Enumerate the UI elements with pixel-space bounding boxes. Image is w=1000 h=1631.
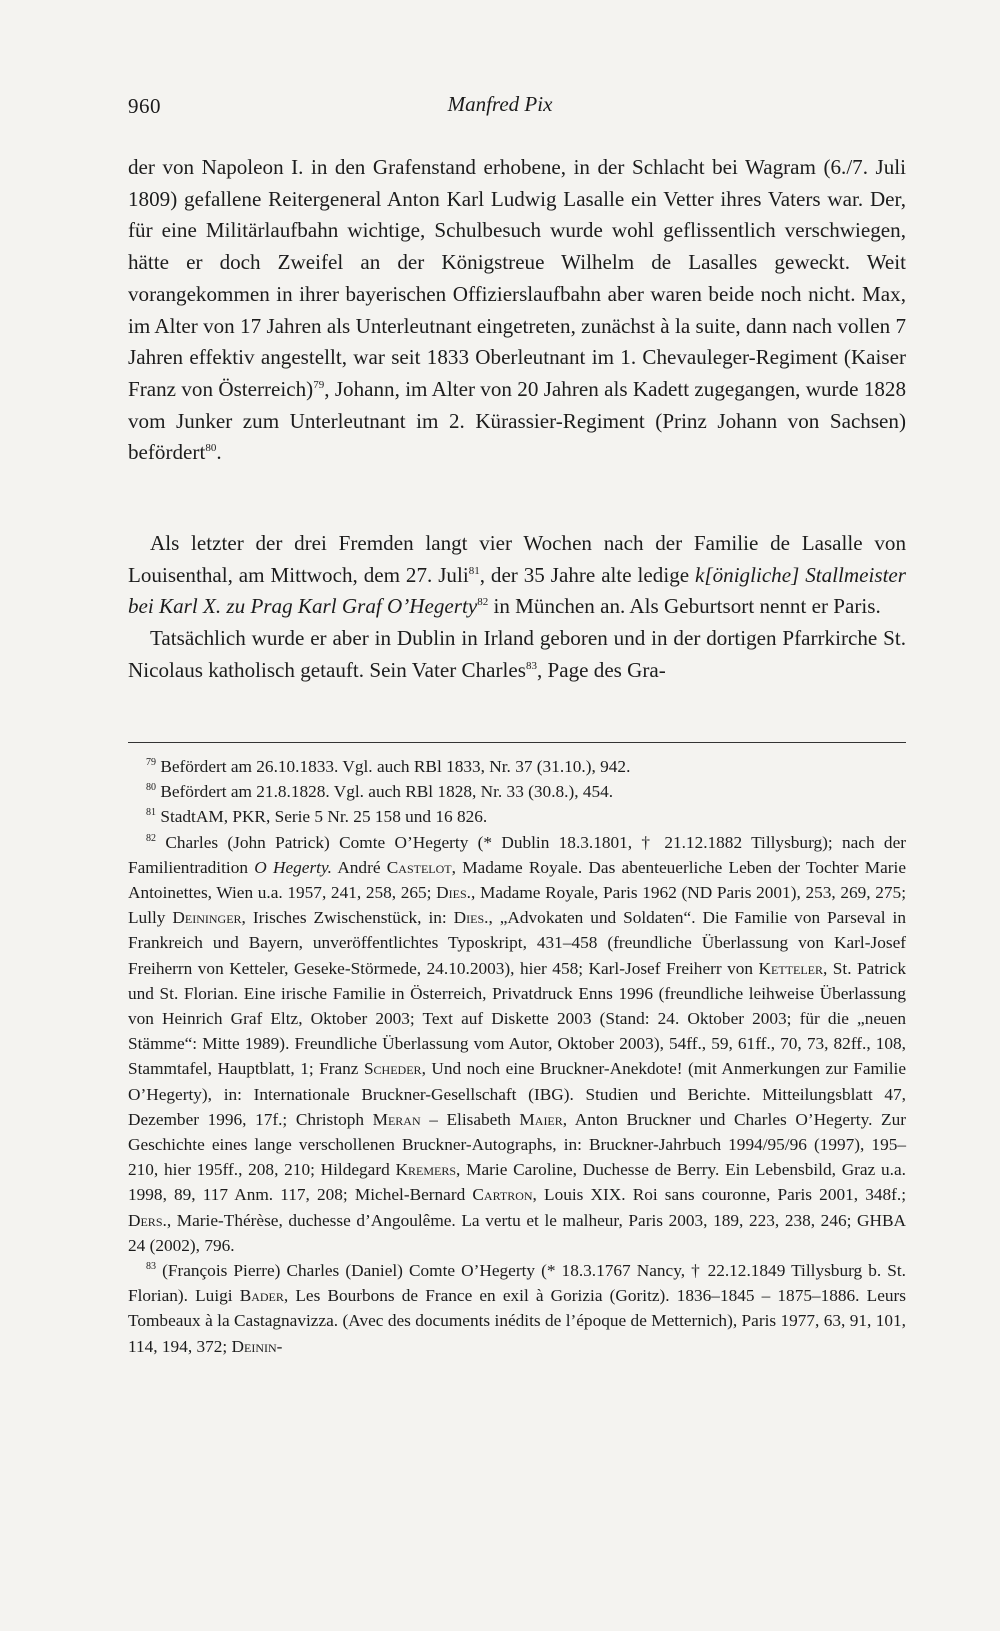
text-run: , Und noch eine Bruckner-Anekdote! (mit Anmerkungen zur Familie O’Hegerty), in: Internationale Bruckner-Gesellschaft (IBG). Studien und Berichte. Mitteilungsblatt 47, Dezember 1996, 17f.; Christoph — [128, 1059, 907, 1129]
footnote-ref[interactable]: 82 — [477, 596, 489, 609]
footnote-79 — [128, 754, 906, 779]
italic-text: k[önigliche] Stallmeister bei Karl X. zu Prag Karl Graf O’Hegerty — [128, 562, 906, 619]
author-name: Maier — [519, 1109, 563, 1129]
text-run: , Madame Royale. Das abenteuerliche Leben der Tochter Marie Antoinettes, Wien u.a. 1957, 241, 258, 265; — [128, 857, 907, 903]
footnote-80 — [128, 779, 906, 804]
text-run: der von Napoleon I. in den Grafenstand erhobene, in der Schlacht bei Wagram (6./7. Juli 1809) gefallene Reitergeneral Anton Karl Ludwig Lasalle ein Vetter ihres Vaters war. Der, für eine Militärlaufbahn wichtige, Schulbesuch wurde wohl geflissentlich verschwiegen, hätte er doch Zweifel an der Königstreue Wilhelm de Lasalles geweckt. Weit vorangekommen in ihrer bayerischen Offizierslaufbahn aber waren beide noch nicht. Max, im Alter von 17 Jahren als Unterleutnant eingetreten, zunächst à la suite, dann nach vollen 7 Jahren effektiv angestellt, war seit 1833 Oberleutnant im 1. Chevauleger-Regiment (Kaiser Franz von Österreich) — [128, 155, 906, 401]
body-paragraph-2 — [128, 528, 906, 623]
footnote-text: Befördert am 21.8.1828. Vgl. auch RBl 1828, Nr. 33 (30.8.), 454. — [160, 782, 614, 802]
author-name: Cartron — [472, 1185, 533, 1205]
body-paragraph-3 — [128, 623, 906, 686]
footnote-81 — [128, 804, 906, 829]
text-run: ., Madame Royale, Paris 1962 (ND Paris 2001), 253, 269, 275; Lully — [128, 883, 906, 928]
body-section-2 — [128, 528, 906, 687]
text-run: . — [216, 440, 222, 465]
text-run: (François Pierre) Charles (Daniel) Comte O’Hegerty (* 18.3.1767 Nancy, † 22.12.1849 Tillysburg b. St. Florian). Luigi — [128, 1261, 906, 1306]
footnote-ref[interactable]: 80 — [205, 442, 217, 455]
text-run: , Les Bourbons de France en exil à Gorizia (Goritz). 1836–1845 – 1875–1886. Leurs Tombeaux à la Castagnavizza. (Avec des documents inédits de l’époque de Metternich), Paris 1977, 63, 91, 101, 114, 194, 372; — [128, 1286, 906, 1356]
text-run: , Marie Caroline, Duchesse de Berry. Ein Lebensbild, Graz u.a. 1998, 89, 117 Anm. 117, 208; Michel-Bernard — [128, 1160, 906, 1205]
text-run: ., „Advokaten und Soldaten“. Die Familie von Parseval in Frankreich und Bayern, unveröffentlichtes Typoskript, 431–458 (freundliche Überlassung von Karl-Josef Freiherrn von Ketteler, Geseke-Störmede, 24.10.2003), hier 458; Karl-Josef Freiherr von — [128, 908, 906, 978]
text-run: , Johann, im Alter von 20 Jahren als Kadett zugegangen, wurde 1828 vom Junker zum Unterleutnant im 2. Kürassier-Regiment (Prinz Johann von Sachsen) befördert — [128, 376, 907, 465]
footnote-82 — [128, 830, 906, 1258]
author-name: Deininger — [172, 908, 242, 928]
italic-text: O Hegerty. — [254, 857, 333, 877]
text-run: , Page des Gra- — [536, 657, 666, 682]
text-run: André — [332, 857, 387, 877]
author-name: Dies — [453, 908, 485, 928]
footnote-ref[interactable]: 81 — [468, 564, 480, 577]
footnote-text: StadtAM, PKR, Serie 5 Nr. 25 158 und 16 826. — [160, 807, 488, 827]
page-number: 960 — [128, 94, 161, 118]
author-name: Dies — [436, 883, 467, 903]
text-run: , St. Patrick und St. Florian. Eine irische Familie in Österreich, Privatdruck Enns 1996 (freundliche leihweise Überlassung von Heinrich Graf Eltz, Oktober 2003; Text auf Diskette 2003 (Stand: 24. Oktober 2003; für die „neuen Stämme“: Mitte 1989). Freundliche Überlassung vom Autor, Oktober 2003), 54ff., 59, 61ff., 70, 73, 82ff., 108, Stammtafel, Hauptblatt, 1; Franz — [128, 958, 906, 1079]
footnote-rule — [128, 742, 906, 743]
running-head: Manfred Pix — [447, 92, 553, 116]
author-name: Meran — [372, 1109, 421, 1129]
text-run: , Anton Bruckner und Charles O’Hegerty. Zur Geschichte eines lange verschollenen Bruckner-Autographs, in: Bruckner-Jahrbuch 1994/95/96 (1997), 195–210, hier 195ff., 208, 210; Hildegard — [128, 1109, 906, 1180]
author-name: Deinin- — [231, 1336, 283, 1356]
text-run: , Louis XIX. Roi sans couronne, Paris 2001, 348f.; — [532, 1185, 907, 1205]
text-run: , der 35 Jahre alte ledige — [479, 562, 696, 587]
text-run: , Irisches Zwischenstück, in: — [241, 908, 454, 928]
footnote-83 — [128, 1258, 906, 1359]
author-name: Ketteler — [758, 958, 823, 978]
footnote-ref[interactable]: 79 — [313, 378, 325, 391]
author-name: Castelot — [386, 857, 452, 877]
footnote-number: 82 — [146, 832, 156, 844]
footnote-number: 79 — [146, 757, 156, 769]
footnote-number: 81 — [146, 807, 156, 819]
body-paragraph-1 — [128, 152, 906, 469]
text-run: Als letzter der drei Fremden langt vier Wochen nach der Familie de Lasalle von Louisenthal, am Mittwoch, dem 27. Juli — [128, 531, 906, 587]
text-run: in München an. Als Geburtsort nennt er Paris. — [488, 594, 881, 619]
author-name: Ders — [128, 1210, 163, 1230]
footnotes — [128, 754, 906, 1359]
text-run: Charles (John Patrick) Comte O’Hegerty (* Dublin 18.3.1801, † 21.12.1882 Tillysburg); nach der Familientradition — [128, 832, 906, 877]
text-run: – Elisabeth — [420, 1109, 520, 1129]
footnote-number: 83 — [146, 1261, 156, 1273]
footnote-text: Befördert am 26.10.1833. Vgl. auch RBl 1833, Nr. 37 (31.10.), 942. — [160, 757, 631, 776]
footnote-ref[interactable]: 83 — [525, 659, 537, 672]
footnote-number: 80 — [146, 782, 156, 794]
author-name: Kremers — [395, 1160, 457, 1180]
text-run: Tatsächlich wurde er aber in Dublin in Irland geboren und in der dortigen Pfarrkirche St. Nicolaus katholisch getauft. Sein Vater Charles — [128, 626, 906, 682]
author-name: Bader — [239, 1286, 284, 1306]
author-name: Scheder — [363, 1059, 422, 1079]
text-run: ., Marie-Thérèse, duchesse d’Angoulême. La vertu et le malheur, Paris 2003, 189, 223, 238, 246; GHBA 24 (2002), 796. — [128, 1210, 906, 1255]
